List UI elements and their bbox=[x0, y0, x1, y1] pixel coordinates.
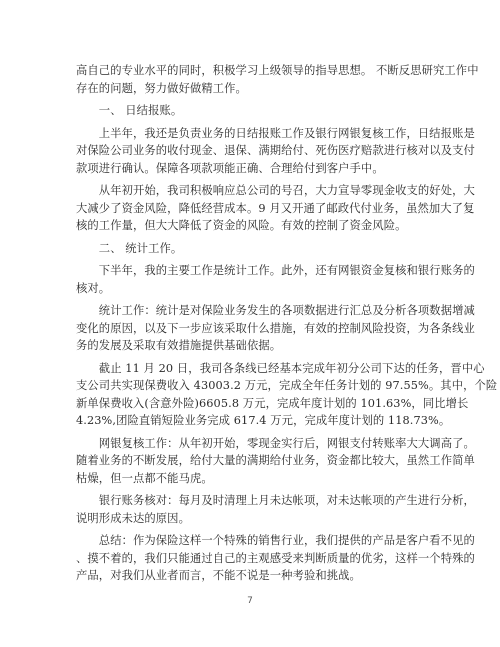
paragraph bbox=[76, 492, 475, 527]
paragraph bbox=[76, 532, 475, 585]
text-line: 下半年，我的主要工作是统计工作。此外，还有网银资金复核和银行账务的 bbox=[76, 264, 475, 277]
text-line: 截止 11 月 20 日，我司各条线已经基本完成年初分公司下达的任务，晋中心 bbox=[76, 361, 485, 375]
text-line: 说明形成未达的原因。 bbox=[76, 511, 190, 525]
text-line: 总结：作为保险这样一个特殊的销售行业，我们提供的产品是客户看不见的 bbox=[76, 534, 475, 547]
paragraph bbox=[76, 262, 475, 297]
text-line: 一、 日结报账。 bbox=[76, 104, 183, 117]
text-line: 新单保费收入(含意外险)6605.8 万元，完成年度计划的 101.63%，同比增长 bbox=[76, 396, 469, 410]
section-heading bbox=[76, 102, 432, 120]
page-number: 7 bbox=[247, 596, 253, 606]
paragraph bbox=[76, 302, 475, 355]
paragraph bbox=[76, 125, 475, 178]
text-line: 从年初开始，我司积极响应总公司的号召，大力宣导零现金收支的好处，大 bbox=[76, 184, 475, 197]
text-line: 大减少了资金风险，降低经营成本。9 月又开通了邮政代付业务，虽然加大了复 bbox=[76, 201, 475, 215]
text-line: 核对。 bbox=[76, 281, 111, 295]
text-line: 银行账务核对：每月及时清理上月未达帐项，对未达帐项的产生进行分析， bbox=[76, 494, 475, 507]
text-line: 上半年，我还是负责业务的日结报账工作及银行网银复核工作，日结报账是 bbox=[76, 126, 475, 140]
text-line: 、摸不着的，我们只能通过自己的主观感受来判断质量的优劣，这样一个特殊的 bbox=[76, 551, 475, 565]
text-line: 核的工作量，但大大降低了资金的风险。有效的控制了资金风险。 bbox=[76, 219, 407, 232]
text-line: 务的发展及采取有效措施提供基础依据。 bbox=[76, 339, 282, 352]
text-line: 对保险公司业务的收付现金、退保、满期给付、死伤医疗赔款进行核对以及支付 bbox=[76, 144, 475, 157]
paragraph bbox=[76, 435, 475, 488]
document-body bbox=[76, 62, 498, 585]
text-line: 枯燥，但一点都不能马虎。 bbox=[76, 471, 213, 485]
paragraph bbox=[76, 360, 498, 430]
text-line: 变化的原因，以及下一步应该采取什么措施，有效的控制风险投资，为各条线业 bbox=[76, 321, 475, 335]
paragraph bbox=[76, 62, 479, 97]
section-heading bbox=[76, 240, 432, 258]
text-line: 随着业务的不断发展，给付大量的满期给付业务，资金都比较大，虽然工作简单 bbox=[76, 454, 475, 467]
text-line: 支公司共实现保费收入 43003.2 万元，完成全年任务计划的 97.55%。其中，个险 bbox=[76, 379, 498, 392]
text-line: 网银复核工作：从年初开始，零现金实行后，网银支付转账率大大调高了。 bbox=[76, 436, 475, 450]
paragraph bbox=[76, 182, 475, 235]
text-line: 4.23%,团险直销短险业务完成 617.4 万元，完成年度计划的 118.73%。 bbox=[76, 414, 451, 427]
text-line: 款项进行确认。保障各项款项能正确、合理给付到客户手中。 bbox=[76, 161, 384, 175]
text-line: 存在的问题，努力做好做精工作。 bbox=[76, 81, 247, 95]
text-line: 二、 统计工作。 bbox=[76, 241, 183, 255]
text-line: 产品，对我们从业者而言，不能不说是一种考验和挑战。 bbox=[76, 569, 361, 582]
text-line: 高自己的专业水平的同时，积极学习上级领导的指导思想。 不断反思研究工作中 bbox=[76, 64, 479, 77]
text-line: 统计工作：统计是对保险业务发生的各项数据进行汇总及分析各项数据增减 bbox=[76, 304, 475, 317]
